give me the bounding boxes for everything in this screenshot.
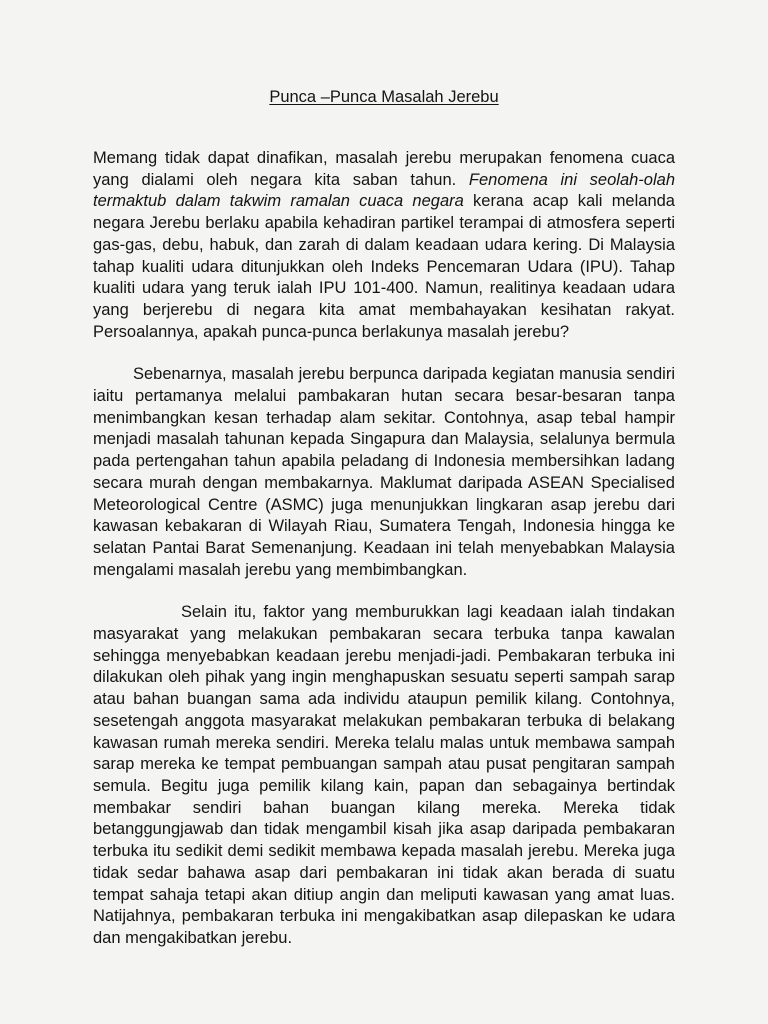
intro-emphasis: Fenomena ini seolah-olah termaktub dalam takwim ramalan cuaca negara (93, 170, 675, 211)
document-page (93, 86, 675, 950)
document-title: Punca –Punca Masalah Jerebu (269, 88, 499, 106)
paragraph-body-1: Sebenarnya, masalah jerebu berpunca daripada kegiatan manusia sendiri iaitu pertamanya melalui pambakaran hutan secara besar-besaran tanpa menimbangkan kesan terhadap alam sekitar. Contohnya, asap tebal hampir menjadi masalah tahunan kepada Singapura dan Malaysia, selalunya bermula pada pertengahan tahun apabila peladang di Indonesia membersihkan ladang secara murah dengan membakarnya. Maklumat daripada ASEAN Specialised Meteorological Centre (ASMC) juga menunjukkan lingkaran asap jerebu dari kawasan kebakaran di Wilayah Riau, Sumatera Tengah, Indonesia hingga ke selatan Pantai Barat Semenanjung. Keadaan ini telah menyebabkan Malaysia mengalami masalah jerebu yang membimbangkan. (93, 365, 675, 579)
paragraph-body-2: Selain itu, faktor yang memburukkan lagi keadaan ialah tindakan masyarakat yang melakukan pembakaran secara terbuka tanpa kawalan sehingga menyebabkan keadaan jerebu menjadi-jadi. Pembakaran terbuka ini dilakukan oleh pihak yang ingin menghapuskan sesuatu seperti sampah sarap atau bahan buangan sama ada individu ataupun pemilik kilang. Contohnya, sesetengah anggota masyarakat melakukan pembakaran terbuka di belakang kawasan rumah mereka sendiri. Mereka telalu malas untuk membawa sampah sarap mereka ke tempat pembuangan sampah atau pusat pengitaran sampah semula. Begitu juga pemilik kilang kain, papan dan sebagainya bertindak membakar sendiri bahan buangan kilang mereka. Mereka tidak betanggungjawab dan tidak mengambil kisah jika asap daripada pembakaran terbuka itu sedikit demi sedikit membawa kepada masalah jerebu. Mereka juga tidak sedar bahawa asap dari pembakaran ini tidak akan berada di suatu tempat sahaja tetapi akan ditiup angin dan meliputi kawasan yang amat luas. Natijahnya, pembakaran terbuka ini mengakibatkan asap dilepaskan ke udara dan mengakibatkan jerebu. (93, 603, 675, 947)
intro-text-start: Memang tidak dapat dinafikan, masalah jerebu merupakan fenomena cuaca yang dialami oleh negara kita saban tahun. (93, 149, 675, 189)
intro-text-end: kerana acap kali melanda negara Jerebu berlaku apabila kehadiran partikel terampai di atmosfera seperti gas-gas, debu, habuk, dan zarah di dalam keadaan udara kering. Di Malaysia tahap kualiti udara ditunjukkan oleh Indeks Pencemaran Udara (IPU). Tahap kualiti udara yang teruk ialah IPU 101-400. Namun, realitinya keadaan udara yang berjerebu di negara kita amat membahayakan kesihatan rakyat. Persoalannya, apakah punca-punca berlakunya masalah jerebu? (93, 192, 675, 341)
paragraph-introduction (93, 148, 675, 343)
